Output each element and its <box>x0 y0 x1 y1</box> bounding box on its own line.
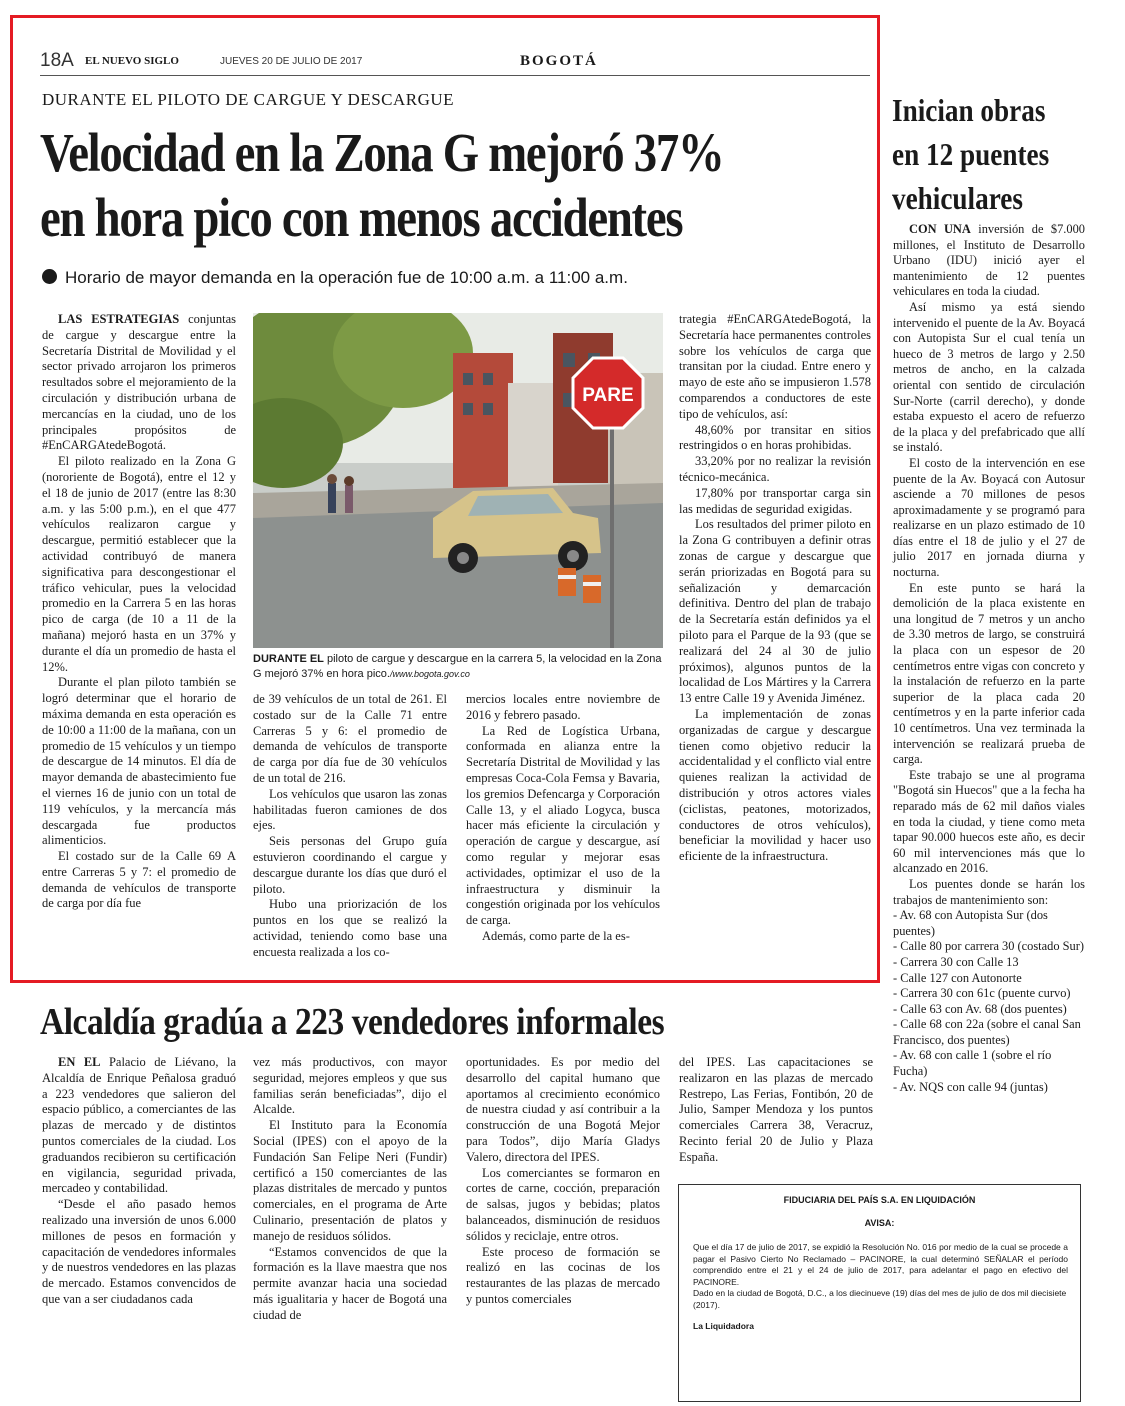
subhead-text: Horario de mayor demanda en la operación fue de 10:00 a.m. a 11:00 a.m. <box>65 268 628 287</box>
lead-in: CON UNA <box>909 222 971 236</box>
photo-credit: /www.bogota.gov.co <box>389 668 470 679</box>
paragraph: 33,20% por no realizar la revisión técnico-mecánica. <box>679 454 871 484</box>
paragraph: “Desde el año pasado hemos realizado una inversión de unos 6.000 millones de pesos en formación y capacitación de vendedores informales y de nuestros vendedores en las plazas de mercado. Estamos convencidos de que van a ser ciudadanos cada <box>42 1197 237 1306</box>
article-kicker: DURANTE EL PILOTO DE CARGUE Y DESCARGUE <box>42 90 455 109</box>
paragraph: conjuntas de cargue y descargue entre la Secretaría Distrital de Movilidad y el sector privado arrojaron los primeros resultados sobre el mejoramiento de la circulación y distribución urbana de mercancías en la ciudad, uno de los principales propósitos de #EnCARGAtedeBogotá. <box>42 312 237 453</box>
list-item: - Calle 68 con 22a (sobre el canal San Francisco, dos puentes) <box>893 1017 1081 1047</box>
list-item: - Calle 63 con Av. 68 (dos puentes) <box>893 1001 1067 1016</box>
caption-text: piloto de cargue y descargue en la carrera 5, la velocidad en la Zona G mejoró 37% en hora pico. <box>253 653 662 680</box>
notice-title: FIDUCIARIA DEL PAÍS S.A. EN LIQUIDACIÓN <box>783 1195 976 1205</box>
section-name: BOGOTÁ <box>520 53 598 69</box>
side-article-body <box>893 222 1085 1095</box>
highlight-frame <box>10 15 880 983</box>
side-title-line-1: Inician obras <box>892 92 1046 128</box>
side-title-line-2: en 12 puentes <box>892 136 1050 172</box>
list-item: - Av. 68 con Autopista Sur (dos puentes) <box>893 908 1048 938</box>
bridge-list <box>893 908 1085 1095</box>
notice-body: Que el día 17 de julio de 2017, se expidió la Resolución No. 016 por medio de la cual se procede a pagar el Pasivo Cierto No Reclamado – PACINORE, la cual determinó SEÑALAR el período comprendido entre el 21 y el 24 de julio de 2017, para adelantar el pago en efectivo del PACINORE. <box>693 1242 1068 1287</box>
side-article-title <box>892 88 1083 220</box>
list-item: - Calle 127 con Autonorte <box>893 970 1022 985</box>
paragraph: Durante el plan piloto también se logró determinar que el horario de máxima demanda en esta operación es de 10:00 a 11:00 de la mañana, con un promedio de 15 vehículos y un tiempo de descargue de 14 minutos. El día de mayor demanda de abastecimiento fue el viernes 16 de junio con un total de 119 vehículos, y la mercancía más descargada fue productos alimenticios. <box>42 675 236 848</box>
paragraph: El costo de la intervención en ese puente de la Av. Boyacá con Autosur asciende a 70 millones de pesos aproximadamente y se programó para realizarse en un plazo estimado de 10 días entre el 18 de julio y el 27 de julio 2017 en jornada diurna y nocturna. <box>893 455 1085 580</box>
paragraph: Hubo una priorización de los puntos en los que se realizó la actividad, teniendo como base una encuesta realizada a los co- <box>253 897 447 959</box>
paragraph: “Estamos convencidos de que la formación es la llave maestra que nos permite avanzar hacia una sociedad más igualitaria y hacer de Bogotá una ciudad de <box>253 1244 447 1322</box>
notice-place-date: Dado en la ciudad de Bogotá, D.C., a los diecinueve (19) días del mes de julio de dos mil diecisiete (2017). <box>693 1288 1067 1310</box>
paragraph: Este trabajo se une al programa "Bogotá sin Huecos" que a la fecha ha reparado más de 62 mil daños viales en toda la ciudad, y tiene como meta tapar 90.000 huecos este año, es decir 60 mil intervenciones más que lo alcanzado en 2016. <box>893 767 1085 876</box>
paragraph: El costado sur de la Calle 69 A entre Carreras 5 y 7: el promedio de demanda de vehículos de transporte de carga por día fue <box>42 849 236 911</box>
bottom-column-3 <box>466 1055 660 1308</box>
paragraph: Seis personas del Grupo guía estuvieron coordinando el cargue y descargue durante los días que duró el piloto. <box>253 834 447 896</box>
paragraph: 17,80% por transportar carga sin las medidas de seguridad exigidas. <box>679 485 871 516</box>
lead-in: LAS ESTRATEGIAS <box>58 312 180 326</box>
stop-sign-text: PARE <box>582 385 634 406</box>
paragraph: El piloto realizado en la Zona G (nororiente de Bogotá), entre el 12 y el 18 de junio de 2017 (entre las 8:30 a.m. y las 5:00 p.m.), en el que 477 vehículos realizaron cargue y descargue, permitió establecer que la actividad contribuyó de manera significativa para descongestionar el tráfico vehicular, pues la velocidad promedio en la Carrera 5 en las horas pico de carga (de 10 a 11 de la mañana) mejoró hasta en un 37% y durante el día un promedio de hasta el 12%. <box>42 454 236 674</box>
paragraph: Los puentes donde se harán los trabajos de mantenimiento son: <box>893 876 1085 907</box>
newspaper-name: EL NUEVO SIGLO <box>85 55 179 67</box>
page-number: 18A <box>40 50 74 71</box>
issue-date: JUEVES 20 DE JULIO DE 2017 <box>220 56 363 67</box>
paragraph: La Red de Logística Urbana, conformada en alianza entre la Secretaría Distrital de Movilidad y las empresas Coca-Cola Femsa y Bavaria, los gremios Defencarga y Corporación Calle 13, y el aliado Logyca, busca hacer más eficiente la circulación y operación de cargue y descargue, así como regular y mejorar esas actividades, optimizar el uso de la infraestructura y disminuir la congestión originada por los vehículos de carga. <box>466 723 660 928</box>
paragraph: Así mismo ya está siendo intervenido el puente de la Av. Boyacá con Autopista Sur el cual tenía un hueco de 3 metros de largo y 2.50 metros de ancho, en la calzada oriental con sentido de circulación Sur-Norte (carril derecho), y donde estaba expuesto el acero de refuerzo de la placa y del prefabricado que allí se instaló. <box>893 299 1085 455</box>
paragraph: El Instituto para la Economía Social (IPES) con el apoyo de la Fundación San Felipe Neri (Fundir) certificó a 150 comerciantes de las plazas distritales de mercado y puntos comerciales, en el programa de Arte Culinario, presentación de platos y manejo de residuos sólidos. <box>253 1118 447 1243</box>
list-item: - Carrera 30 con Calle 13 <box>893 954 1019 969</box>
notice-avisa: AVISA: <box>864 1218 895 1228</box>
paragraph: Los vehículos que usaron las zonas habilitadas fueron camiones de dos ejes. <box>253 786 447 833</box>
paragraph: 48,60% por transitar en sitios restringidos o en horas prohibidas. <box>679 422 871 453</box>
bottom-column-2 <box>253 1055 447 1324</box>
list-item: - Av. 68 con calle 1 (sobre el río Fucha) <box>893 1048 1052 1079</box>
paragraph: Los comerciantes se formaron en cortes de carne, cocción, preparación de salsas, jugos y bebidas; platos balanceados, disminución de residuos sólidos y reciclaje, entre otros. <box>466 1165 660 1243</box>
list-item: - Calle 80 por carrera 30 (costado Sur) <box>893 939 1084 954</box>
paragraph: Los resultados del primer piloto en la Zona G contribuyen a definir otras zonas de cargue y descargue que serán priorizadas en Bogotá para su señalización y demarcación definitiva. Dentro del plan de trabajo de la Secretaría están definidos ya el piloto para el Parque de la 93 (que se realizará del 24 al 30 de julio próximos), algunos puntos de la localidad de Los Mártires y la Carrera 13 entre Calle 19 y Avenida Jiménez. <box>679 517 871 706</box>
paragraph: En este punto se hará la demolición de la placa existente en una longitud de 7 metros y un ancho de 3.30 metros de largo, se construirá la placa con un espesor de 20 centímetros entre vigas con concreto y la instalación de refuerzo en la parte superior de la placa cada 20 centímetros y en la parte inferior cada 10 centímetros. Una vez terminada la intervención se realizará prueba de carga. <box>893 580 1085 767</box>
paragraph: mercios locales entre noviembre de 2016 y febrero pasado. <box>466 692 660 722</box>
paragraph: inversión de $7.000 millones, el Instituto de Desarrollo Urbano (IDU) inició ayer el mantenimiento de 12 puentes vehiculares en toda la ciudad. <box>893 222 1085 299</box>
list-item: - Carrera 30 con 61c (puente curvo) <box>893 986 1071 1001</box>
paragraph: oportunidades. Es por medio del desarrollo del capital humano que aportamos al crecimiento económico de nuestra ciudad y así contribuir a la construcción de una Bogotá Mejor para Todos”, dijo María Gladys Valero, directora del IPES. <box>466 1055 660 1164</box>
paragraph: Este proceso de formación se realizó en las cocinas de los restaurantes de las plazas de mercado y puntos comerciales <box>466 1244 660 1306</box>
paragraph: Además, como parte de la es- <box>482 928 630 943</box>
headline-line-1: Velocidad en la Zona G mejoró 37% <box>40 122 724 183</box>
paragraph: Palacio de Liévano, la Alcaldía de Enrique Peñalosa graduó a 223 vendedores que salieron del espacio público, a comerciantes de las plazas de mercado y de distintos puntos comerciales de la ciudad. Los graduandos recibieron su certificación en vigilancia, seguridad privada, mercadeo y contabilidad. <box>42 1055 236 1196</box>
paragraph: vez más productivos, con mayor seguridad, mejores empleos y que sus familias serán beneficiadas”, dijo el Alcalde. <box>253 1055 447 1117</box>
bottom-column-1 <box>42 1055 236 1308</box>
paragraph: de 39 vehículos de un total de 261. El costado sur de la Calle 71 entre Carreras 5 y 6: el promedio de demanda de vehículos de transporte de carga por día fue de 30 vehículos de un total de 216. <box>253 692 447 785</box>
paragraph: del IPES. Las capacitaciones se realizaron en las plazas de mercado Restrepo, Las Ferias, Fontibón, 20 de Julio, Samper Mendoza y los puntos comerciales Carrera 38, Veracruz, Recinto ferial 20 de Julio y Plaza España. <box>679 1055 873 1164</box>
caption-lead: DURANTE EL <box>253 653 324 665</box>
headline-line-2: en hora pico con menos accidentes <box>40 187 683 248</box>
bottom-column-4 <box>679 1055 873 1166</box>
legal-notice <box>678 1184 1081 1402</box>
lead-in: EN EL <box>58 1055 101 1069</box>
list-item: - Av. NQS con calle 94 (juntas) <box>893 1079 1048 1094</box>
notice-signature: La Liquidadora <box>693 1321 754 1331</box>
paragraph: La implementación de zonas organizadas de cargue y descargue tienen como objetivo reducir la accidentalidad y el conflicto vial entre quienes realizan la actividad de distribución y otros actores viales (ciclistas, peatones, motorizados, conductores de otros vehículos), beneficiar la movilidad y hacer uso eficiente de la infraestructura. <box>679 706 871 864</box>
paragraph: trategia #EnCARGAtedeBogotá, la Secretaría hace permanentes controles sobre los vehículos de carga que transitan por la ciudad. Entre enero y mayo de este año se impusieron 1.578 comparendos a conductores de este tipo de vehículos, así: <box>679 312 871 421</box>
bottom-article-title: Alcaldía gradúa a 223 vendedores informales <box>40 1001 665 1043</box>
side-title-line-3: vehiculares <box>892 180 1023 216</box>
